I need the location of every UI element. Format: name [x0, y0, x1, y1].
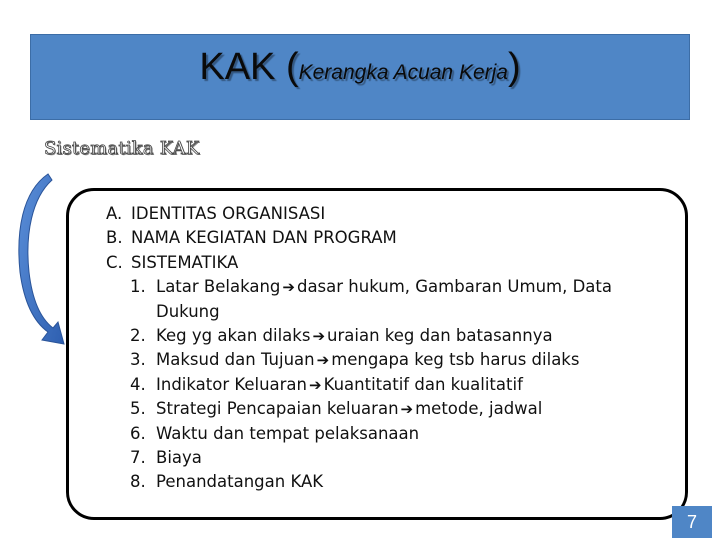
item-number: 6. [130, 423, 146, 443]
list-item [106, 397, 676, 421]
right-arrow-icon: ➔ [309, 375, 322, 394]
item-left: Penandatangan KAK [156, 472, 324, 492]
section-text: SISTEMATIKA [131, 252, 239, 272]
item-right: mengapa keg tsb harus dilaks [331, 350, 580, 370]
right-arrow-icon: ➔ [312, 327, 326, 346]
list-item [106, 348, 676, 372]
page-number: 7 [672, 506, 712, 538]
section-letter: B. [106, 228, 123, 248]
title-main: KAK ( [199, 46, 299, 88]
item-number: 3. [130, 350, 146, 370]
section-item [106, 251, 676, 275]
section-letter: C. [106, 252, 123, 272]
right-arrow-icon: ➔ [316, 351, 330, 370]
section-text: IDENTITAS ORGANISASI [131, 204, 326, 223]
item-right: Kuantitatif dan kualitatif [323, 374, 523, 394]
curved-down-arrow-icon [12, 172, 72, 372]
item-left: Keg yg akan dilaks [156, 326, 311, 346]
item-left: Strategi Pencapaian keluaran [156, 399, 399, 419]
list-item [106, 446, 676, 470]
subtitle: Sistematika KAK [44, 138, 200, 159]
item-left: Maksud dan Tujuan [156, 350, 315, 370]
item-number: 4. [130, 374, 146, 394]
content-list [106, 202, 676, 495]
list-item-continuation [106, 300, 676, 324]
item-number: 5. [130, 399, 146, 419]
item-left: Waktu dan tempat pelaksanaan [156, 423, 420, 443]
item-right: uraian keg dan batasannya [327, 326, 553, 346]
item-number: 1. [130, 277, 146, 297]
right-arrow-icon: ➔ [400, 400, 414, 419]
list-item [106, 470, 676, 494]
item-number: 7. [130, 448, 146, 468]
section-item [106, 226, 676, 250]
item-number: 2. [130, 326, 146, 346]
section-text: NAMA KEGIATAN DAN PROGRAM [131, 228, 397, 248]
item-right: dasar hukum, Gambaran Umum, Data [296, 277, 612, 297]
list-item [106, 422, 676, 446]
title-sub: Kerangka Acuan Kerja [298, 61, 508, 84]
list-item [106, 324, 676, 348]
list-item [106, 275, 676, 299]
item-right: metode, jadwal [415, 399, 543, 419]
slide-title [0, 46, 720, 89]
item-left: Indikator Keluaran [156, 374, 308, 394]
section-item [106, 202, 676, 226]
list-item [106, 373, 676, 397]
item-left: Latar Belakang [156, 277, 281, 297]
title-close: ) [507, 46, 521, 88]
right-arrow-icon: ➔ [282, 278, 295, 297]
item-left: Biaya [156, 448, 202, 468]
item-continuation: Dukung [156, 301, 220, 321]
item-number: 8. [130, 472, 146, 492]
section-letter: A. [106, 204, 123, 223]
